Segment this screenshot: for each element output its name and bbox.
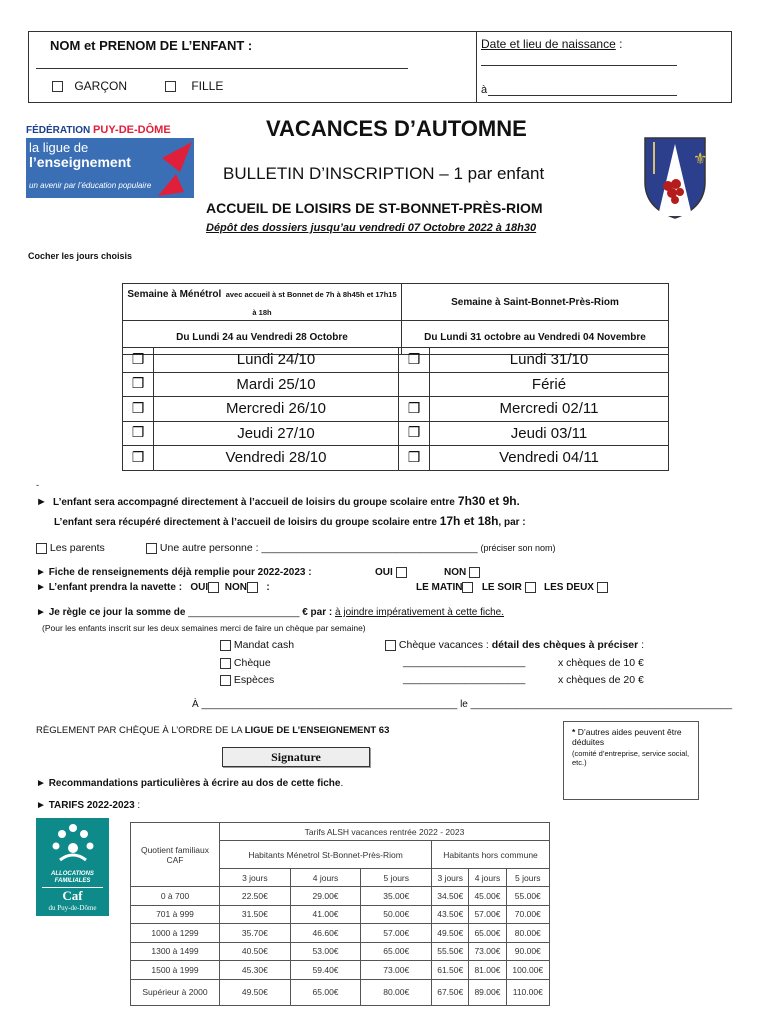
fiche-oui-checkbox[interactable] [396, 567, 407, 578]
main-title: VACANCES D’AUTOMNE [266, 116, 527, 141]
ligue-logo [26, 124, 194, 198]
fiche-non-label: NON [444, 567, 467, 579]
svg-text:⚜: ⚜ [693, 149, 708, 168]
place-field[interactable]: ______________________________________________ [201, 699, 458, 710]
other-person-field[interactable]: _____________________________________ [261, 542, 478, 554]
tarifs-label: TARIFS 2022-2023 [48, 800, 135, 811]
child-name-label: NOM et PRENOM DE L’ENFANT : [50, 38, 253, 53]
week2-day-label: Mercredi 02/11 [430, 397, 669, 422]
aides-small: (comité d’entreprise, service social, etc.) [572, 749, 690, 767]
pick-time: 17h et 18h [439, 514, 499, 528]
tariff-cell: 81.00€ [469, 961, 506, 980]
tariff-cell: 110.00€ [506, 979, 549, 1005]
tariff-row [131, 924, 550, 943]
tariff-cell: 90.00€ [506, 942, 549, 961]
matin-checkbox[interactable] [462, 582, 473, 593]
especes-checkbox[interactable] [220, 675, 231, 686]
arrow-icon: ► [36, 567, 46, 578]
boy-option[interactable] [52, 79, 127, 93]
navette-line [36, 582, 270, 593]
navette-oui-label: OUI [190, 582, 209, 594]
ligue-logo-header [26, 124, 194, 136]
week1-day-label: Mardi 25/10 [154, 372, 399, 397]
aides-box [563, 721, 699, 800]
joindre-label: à joindre impérativement à cette fiche. [335, 607, 504, 618]
cheque-label: Chèque [233, 657, 271, 669]
drop-off-line [36, 494, 520, 508]
navette-non-checkbox[interactable] [247, 582, 258, 593]
deadline: Dépôt des dossiers jusqu’au vendredi 07 Octobre 2022 à 18h30 [206, 222, 537, 234]
tariff-cell: 29.00€ [290, 887, 361, 906]
signature-box[interactable]: Signature [222, 747, 370, 767]
tariff-cell: 80.00€ [506, 924, 549, 943]
tariff-col-header: 3 jours [220, 869, 291, 887]
boy-checkbox[interactable] [52, 81, 63, 92]
boy-label: GARÇON [74, 79, 128, 93]
tariff-cell: 65.00€ [290, 979, 361, 1005]
other-label: Une autre personne : [159, 542, 259, 554]
day-row [123, 397, 669, 422]
especes-label: Espèces [233, 674, 275, 686]
navette-non-label: NON [224, 582, 247, 594]
parents-option[interactable] [36, 542, 105, 554]
week1-range: Du Lundi 24 au Vendredi 28 Octobre [123, 321, 402, 355]
tariff-cell: 57.00€ [469, 905, 506, 924]
caf-dept: du Puy-de-Dôme [48, 904, 97, 912]
tariff-row [131, 979, 550, 1005]
tariff-cell: 73.00€ [361, 961, 432, 980]
drop-text: L’enfant sera accompagné directement à l’accueil de loisirs du groupe scolaire entre [53, 497, 455, 508]
fiche-non-checkbox[interactable] [469, 567, 480, 578]
drop-time: 7h30 et 9h [457, 494, 517, 508]
reco-end: . [340, 778, 344, 789]
days-rows [122, 347, 669, 471]
week1-day-checkbox[interactable]: ❒ [123, 421, 154, 446]
tariff-cell: 55.50€ [432, 942, 469, 961]
reglement-line [36, 725, 389, 736]
week2-day-checkbox[interactable]: ❒ [399, 421, 430, 446]
vac-end: : [638, 639, 645, 651]
aides-star: * [572, 727, 576, 737]
navette-colon: : [266, 582, 270, 594]
vac-bold: détail des chèques à préciser [491, 639, 639, 651]
parents-checkbox[interactable] [36, 543, 47, 554]
tariff-col-header: 4 jours [290, 869, 361, 887]
reg-bold: LIGUE DE L’ENSEIGNEMENT 63 [244, 725, 390, 736]
tariff-cell: 55.00€ [506, 887, 549, 906]
tariff-col-header: 4 jours [469, 869, 506, 887]
week2-day-checkbox[interactable]: ❒ [399, 397, 430, 422]
day-row [123, 421, 669, 446]
arrow-icon [158, 138, 194, 198]
week2-day-label: Lundi 31/10 [430, 348, 669, 373]
tariff-cell: 46.60€ [290, 924, 361, 943]
vac10-field[interactable]: ______________________ [403, 657, 526, 668]
payment-line [36, 607, 504, 618]
amount-field[interactable]: ____________________ [188, 607, 300, 618]
tariff-row [131, 887, 550, 906]
navette-label: L’enfant prendra la navette : [48, 582, 183, 594]
reco-label: Recommandations particulières à écrire au dos de cette fiche [48, 778, 341, 789]
tariff-cell: 70.00€ [506, 905, 549, 924]
birth-label-row [481, 37, 622, 51]
week1-day-label: Lundi 24/10 [154, 348, 399, 373]
week2-day-label: Férié [430, 372, 669, 397]
tariff-col-header: 3 jours [432, 869, 469, 887]
tariff-row-label: 0 à 700 [131, 887, 220, 906]
birth-colon: : [615, 37, 623, 51]
center-title: ACCUEIL DE LOISIRS DE ST-BONNET-PRÈS-RIOM [206, 200, 543, 216]
week1-day-checkbox[interactable]: ❒ [123, 348, 154, 373]
birth-place-field[interactable] [488, 95, 677, 96]
week2-day-empty [399, 372, 430, 397]
tariff-cell: 45.30€ [220, 961, 291, 980]
tariff-cell: 22.50€ [220, 887, 291, 906]
ligue-line1: la ligue de [29, 140, 89, 155]
tariff-table [130, 822, 550, 1006]
caf-line1: ALLOCATIONS [51, 871, 94, 877]
tariff-cell: 35.70€ [220, 924, 291, 943]
week1-header [123, 284, 402, 321]
arrow-icon: ► [36, 778, 46, 789]
tariff-row-label: 1300 à 1499 [131, 942, 220, 961]
pick-text: L’enfant sera récupéré directement à l’accueil de loisirs du groupe scolaire entre [54, 517, 437, 528]
tariff-row-label: 1500 à 1999 [131, 961, 220, 980]
federation-text: FÉDÉRATION [26, 125, 91, 136]
week2-day-label: Jeudi 03/11 [430, 421, 669, 446]
dept-text: PUY-DE-DÔME [93, 124, 171, 136]
mandat-label: Mandat cash [233, 639, 295, 651]
other-hint: (préciser son nom) [480, 543, 556, 553]
ligue-tagline: un avenir par l’éducation populaire [29, 181, 152, 190]
week1-day-checkbox[interactable]: ❒ [123, 372, 154, 397]
tariff-cell: 53.00€ [290, 942, 361, 961]
tariff-row [131, 961, 550, 980]
tariff-row-label: 1000 à 1299 [131, 924, 220, 943]
aides-text: D’autres aides peuvent être déduites [572, 727, 682, 747]
tariff-cell: 65.00€ [361, 942, 432, 961]
tariff-col-header: 5 jours [361, 869, 432, 887]
vacances-checkbox[interactable] [385, 640, 396, 651]
week1-day-label: Jeudi 27/10 [154, 421, 399, 446]
fiche-line [36, 567, 312, 578]
subtitle: BULLETIN D’INSCRIPTION – 1 par enfant [223, 164, 545, 183]
tariff-cell: 31.50€ [220, 905, 291, 924]
tariff-row-label: 701 à 999 [131, 905, 220, 924]
days-table [122, 283, 669, 355]
birth-date-field[interactable] [481, 65, 677, 66]
week1-day-checkbox[interactable]: ❒ [123, 397, 154, 422]
cheque-checkbox[interactable] [220, 658, 231, 669]
tariff-cell: 50.00€ [361, 905, 432, 924]
fiche-non[interactable] [444, 567, 480, 578]
especes-option[interactable] [220, 674, 274, 686]
child-name-field[interactable] [36, 68, 408, 69]
tariff-row [131, 942, 550, 961]
cheque-option[interactable] [220, 657, 271, 669]
tariff-cell: 49.50€ [220, 979, 291, 1005]
week1-day-label: Mercredi 26/10 [154, 397, 399, 422]
tariff-cell: 45.00€ [469, 887, 506, 906]
a-label: À [192, 699, 199, 710]
caf-people-icon [48, 822, 98, 866]
tariff-cell: 49.50€ [432, 924, 469, 943]
reco-line [36, 778, 343, 789]
pick-up-line [54, 514, 526, 528]
tariff-row-label: Supérieur à 2000 [131, 979, 220, 1005]
days-instruction: Cocher les jours choisis [28, 251, 133, 261]
parents-label: Les parents [49, 542, 105, 554]
fiche-oui-label: OUI [375, 567, 393, 579]
regle-label: Je règle ce jour la somme de [48, 607, 186, 618]
date-field[interactable]: _______________________________________________ [470, 699, 733, 710]
tariff-cell: 61.50€ [432, 961, 469, 980]
tarifs-end: : [134, 800, 141, 811]
tariff-cell: 65.00€ [469, 924, 506, 943]
x20-label: x chèques de 20 € [558, 674, 644, 686]
tariff-col-header: 5 jours [506, 869, 549, 887]
week1-note: avec accueil à st Bonnet de 7h à 8h45h et 17h15 à 18h [225, 290, 397, 317]
arrow-icon: ► [36, 582, 46, 594]
deux-label: LES DEUX [543, 582, 594, 594]
le-label: le [460, 699, 468, 710]
week1-day-checkbox[interactable]: ❒ [123, 446, 154, 471]
reg-prefix: RÈGLEMENT PAR CHÈQUE À L’ORDRE DE LA [36, 725, 243, 736]
soir-label: LE SOIR [481, 582, 522, 594]
x10-label: x chèques de 10 € [558, 657, 644, 669]
arrow-icon: ► [36, 800, 46, 811]
caf-logo [36, 818, 109, 916]
group1-header: Habitants Ménetrol St-Bonnet-Près-Riom [220, 841, 432, 869]
tarifs-line [36, 800, 140, 811]
navette-times [416, 582, 608, 593]
separator-dash: - [36, 480, 39, 490]
tariff-cell: 67.50€ [432, 979, 469, 1005]
caf-name: Caf [42, 887, 103, 904]
tariff-title: Tarifs ALSH vacances rentrée 2022 - 2023 [220, 823, 550, 841]
navette-oui-checkbox[interactable] [208, 582, 219, 593]
payment-note: (Pour les enfants inscrit sur les deux semaines merci de faire un chèque par semaine) [42, 623, 366, 633]
girl-option[interactable] [165, 79, 223, 93]
tariff-cell: 35.00€ [361, 887, 432, 906]
deux-checkbox[interactable] [597, 582, 608, 593]
drop-end: . [516, 496, 520, 508]
tariff-cell: 73.00€ [469, 942, 506, 961]
girl-label: FILLE [191, 79, 224, 93]
week2-header: Semaine à Saint-Bonnet-Près-Riom [402, 284, 669, 321]
week2-day-label: Vendredi 04/11 [430, 446, 669, 471]
tariff-cell: 41.00€ [290, 905, 361, 924]
week1-day-label: Vendredi 28/10 [154, 446, 399, 471]
child-info-divider [476, 31, 477, 103]
vac-label: Chèque vacances : [398, 639, 489, 651]
fiche-label: Fiche de renseignements déjà remplie pour 2022-2023 : [48, 567, 312, 578]
other-person-option[interactable] [146, 542, 556, 554]
place-date-line [192, 699, 732, 710]
day-row [123, 372, 669, 397]
vacances-option[interactable] [385, 639, 644, 651]
caf-line2: FAMILIALES [54, 878, 91, 884]
tariff-cell: 40.50€ [220, 942, 291, 961]
mandat-option[interactable] [220, 639, 294, 651]
tariff-cell: 80.00€ [361, 979, 432, 1005]
tariff-cell: 43.50€ [432, 905, 469, 924]
tariff-cell: 100.00€ [506, 961, 549, 980]
ligue-line2: l’enseignement [29, 154, 131, 170]
tariff-cell: 89.00€ [469, 979, 506, 1005]
qf-header: Quotient familiaux CAF [131, 823, 220, 887]
soir-checkbox[interactable] [525, 582, 536, 593]
girl-checkbox[interactable] [165, 81, 176, 92]
week2-day-checkbox[interactable]: ❒ [399, 348, 430, 373]
week2-day-checkbox[interactable]: ❒ [399, 446, 430, 471]
par-label: € par : [302, 607, 333, 618]
pick-end: , par : [498, 517, 526, 528]
arrow-icon: ► [36, 607, 46, 618]
day-row [123, 348, 669, 373]
birth-place-label: à [481, 84, 488, 96]
coat-of-arms-icon [642, 134, 708, 220]
matin-label: LE MATIN [416, 582, 463, 594]
other-person-checkbox[interactable] [146, 543, 157, 554]
group2-header: Habitants hors commune [432, 841, 550, 869]
tariff-row [131, 905, 550, 924]
birth-label: Date et lieu de naissance [481, 37, 616, 51]
day-row [123, 446, 669, 471]
tariff-cell: 57.00€ [361, 924, 432, 943]
tariff-cell: 59.40€ [290, 961, 361, 980]
ligue-logo-panel [26, 138, 194, 198]
tariff-cell: 34.50€ [432, 887, 469, 906]
arrow-icon: ► [36, 496, 47, 508]
week1-title: Semaine à Ménétrol [127, 289, 222, 300]
week2-range: Du Lundi 31 octobre au Vendredi 04 Novembre [402, 321, 669, 355]
mandat-checkbox[interactable] [220, 640, 231, 651]
vac20-field[interactable]: ______________________ [403, 674, 526, 685]
fiche-oui[interactable] [375, 567, 407, 578]
